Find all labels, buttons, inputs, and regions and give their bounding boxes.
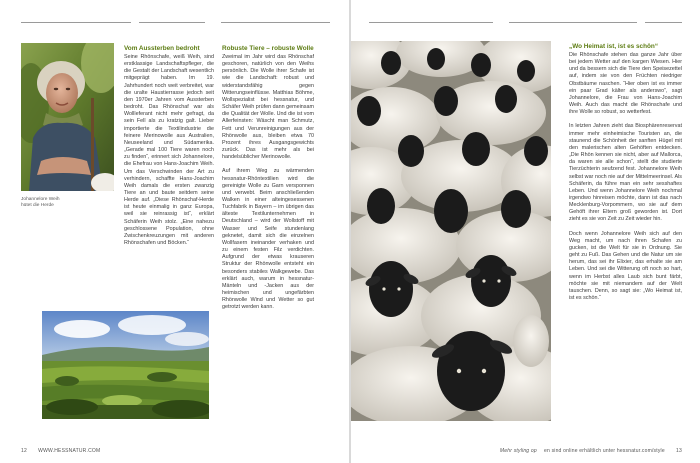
- section-heading: Robuste Tiere – robuste Wolle: [222, 45, 314, 52]
- portrait-photo: [21, 43, 114, 191]
- footer-italic-text: Mehr styling op: [499, 448, 537, 454]
- caption-name: Johannelore Weih: [21, 197, 60, 202]
- section-heading: „Wo Heimat ist, ist es schön“: [569, 43, 659, 50]
- top-rule: [21, 22, 131, 23]
- footer-text: en sind online erhältlich unter hessnatur.com/style: [544, 448, 665, 454]
- top-rule: [369, 22, 493, 23]
- sheep-photo: [351, 41, 551, 421]
- page-footer: [500, 448, 682, 454]
- article-column-3: [569, 42, 682, 309]
- page-number: 13: [676, 448, 682, 454]
- body-paragraph: Zweimal im Jahr wird das Rhönschaf geschoren, natürlich von den Weihs persönlich. Die Wolle ihrer Schafe ist wie die Landschaft: robust und widerstandsfähig gegen Witterungseinflüsse. Matthias Böhme, Wollspezialist bei hessnatur, und Schäfer Weih prüfen dann gemeinsam die Qualität der Wolle. Und die ist vom Allerfeinsten: Wäscht man Schmutz, Fett und Verunreinigungen aus der Rhönwolle aus, bleiben etwa 70 Prozent ihres Ausgangsgewichts zurück. Das ist mehr als bei handelsüblicher Merinowolle.: [222, 54, 314, 161]
- article-column-1: [124, 44, 214, 254]
- section-heading: Vom Aussterben bedroht: [124, 45, 200, 52]
- page-footer: [21, 448, 100, 454]
- photo-caption: [21, 197, 113, 209]
- body-paragraph: Seine Rhönschafe, weiß Weih, sind erstklassige Landschaftspfleger, die die Gestalt der Landschaft wesentlich mitgeprägt haben. Im 19. Jahrhundert noch weit verbreitet, war die uralte Haustierrasse jedoch seit den 1970er Jahren vom Aussterben bedroht. Das Rhönschaf war als Wollleferant nicht mehr gefragt, da sein Fell als zu kratzig galt. Lieber importierte die Textilindustrie die feinere Merinowolle aus Australien, Neuseeland und Südamerika. „Gerade mal 100 Tiere waren noch zu finden“, erinnert sich Johannelore, die Ehefrau von Hans-Joachim Weih. Um das Verschwinden der Art zu verhindern, schaffte Hans-Joachim Weih damals die ersten zwanzig Tiere an und baute seitdem seine Herde auf. „Diese Rhönschaf-Herde ist heute einmalig in ganz Europa, weil sie reinrassig ist“, erklärt Schäferin Weih stolz. „Eine nahezu geschlossene Population, ohne Zwischenkreuzungen mit anderen Rhönschafen und Böcken.“: [124, 54, 214, 247]
- landscape-photo: [42, 311, 209, 419]
- caption-role: hütet die Herde: [21, 203, 54, 209]
- left-page: [0, 0, 349, 463]
- right-page: [351, 0, 700, 463]
- body-paragraph: Die Rhönschafe stehen das ganze Jahr über bei jedem Wetter auf den kargen Wiesen. Hier und da bessern sich die Tiere den Speisezettel auf, indem sie von den Früchten niedriger Obstbäume naschen. “Hier oben ist es immer ein paar Grad kälter als anderswo”, sagt Johannelore, die Frau von Hans-Joachim Weih. Auch das macht die Rhönschafe und ihre Wolle so robust, so wetterfest.: [569, 52, 682, 116]
- body-paragraph: In letzten Jahren zieht das Biosphärenreservat immer mehr einheimische Touristen an, die staunend die Schönheit der sanften Hügel mit den malerischen alten Gehöften entdecken. „Die Rhön kennen sie nicht, aber auf Mallorca, da waren sie alle schon“, stellt die studierte Tierzüchterin seufzend fest. Johannelore Weih selbst war noch nie auf der Mittelmeerinsel. Als Schäferin, da führe man ein sehr sesshaftes Leben. Und wenn Johannelore Weih nochmal irgendwo hinreisen möchte, dann ist das nach Mecklenburg-Vorpommern, wo sie auf dem Gehöft ihrer Eltern groß geworden ist. Dort zieht es sie von Zeit zu Zeit wieder hin.: [569, 123, 682, 223]
- article-column-2: [222, 44, 314, 318]
- page-number: 12: [21, 448, 27, 454]
- website-link[interactable]: WWW.HESSNATUR.COM: [38, 448, 101, 454]
- top-rule: [221, 22, 330, 23]
- body-paragraph: Auf ihrem Weg zu wärmenden hessnatur-Rhöntextilien wird die gereinigte Wolle zu Garn versponnen und verwebt. Beim anschließenden Walken in einer alteingesessenen Tuchfabrik in Bayern – im übrigen das älteste Textilunternehmen in Deutschland – wird der Wollstoff mit Wasser und Seife stundenlang geknetet, damit sich die einzelnen Wollfasern ineinander verhaken und zu einem festen Filz verdichten. Aufgrund der etwas krauseren Struktur der Rhönwolle entsteht ein besonders stabiles Walkgewebe. Das erklärt auch, warum in hessnatur-Mänteln und -Jacken aus der heimischen und ungefärbten Rhönwolle Wind und Wetter so gut getrotzt werden kann.: [222, 168, 314, 311]
- top-rule: [509, 22, 637, 23]
- top-rule: [645, 22, 682, 23]
- top-rule: [139, 22, 205, 23]
- body-paragraph: Doch wenn Johannelore Weih sich auf den Weg macht, um nach ihren Schafen zu gucken, ist die Welt für sie in Ordnung. Sie geht zu Fuß. Das Gehen und die Natur um sie herum, das sei ihr Elixier, das erhalte sie am Leben. Und sei die Witterung oft noch so hart, wenn im Herbst alles Laub sich bunt färbt, möchte sie mit niemandem auf der Welt tauschen. Denn, so sagt sie: „Wo Heimat ist, ist es schön.“: [569, 230, 682, 301]
